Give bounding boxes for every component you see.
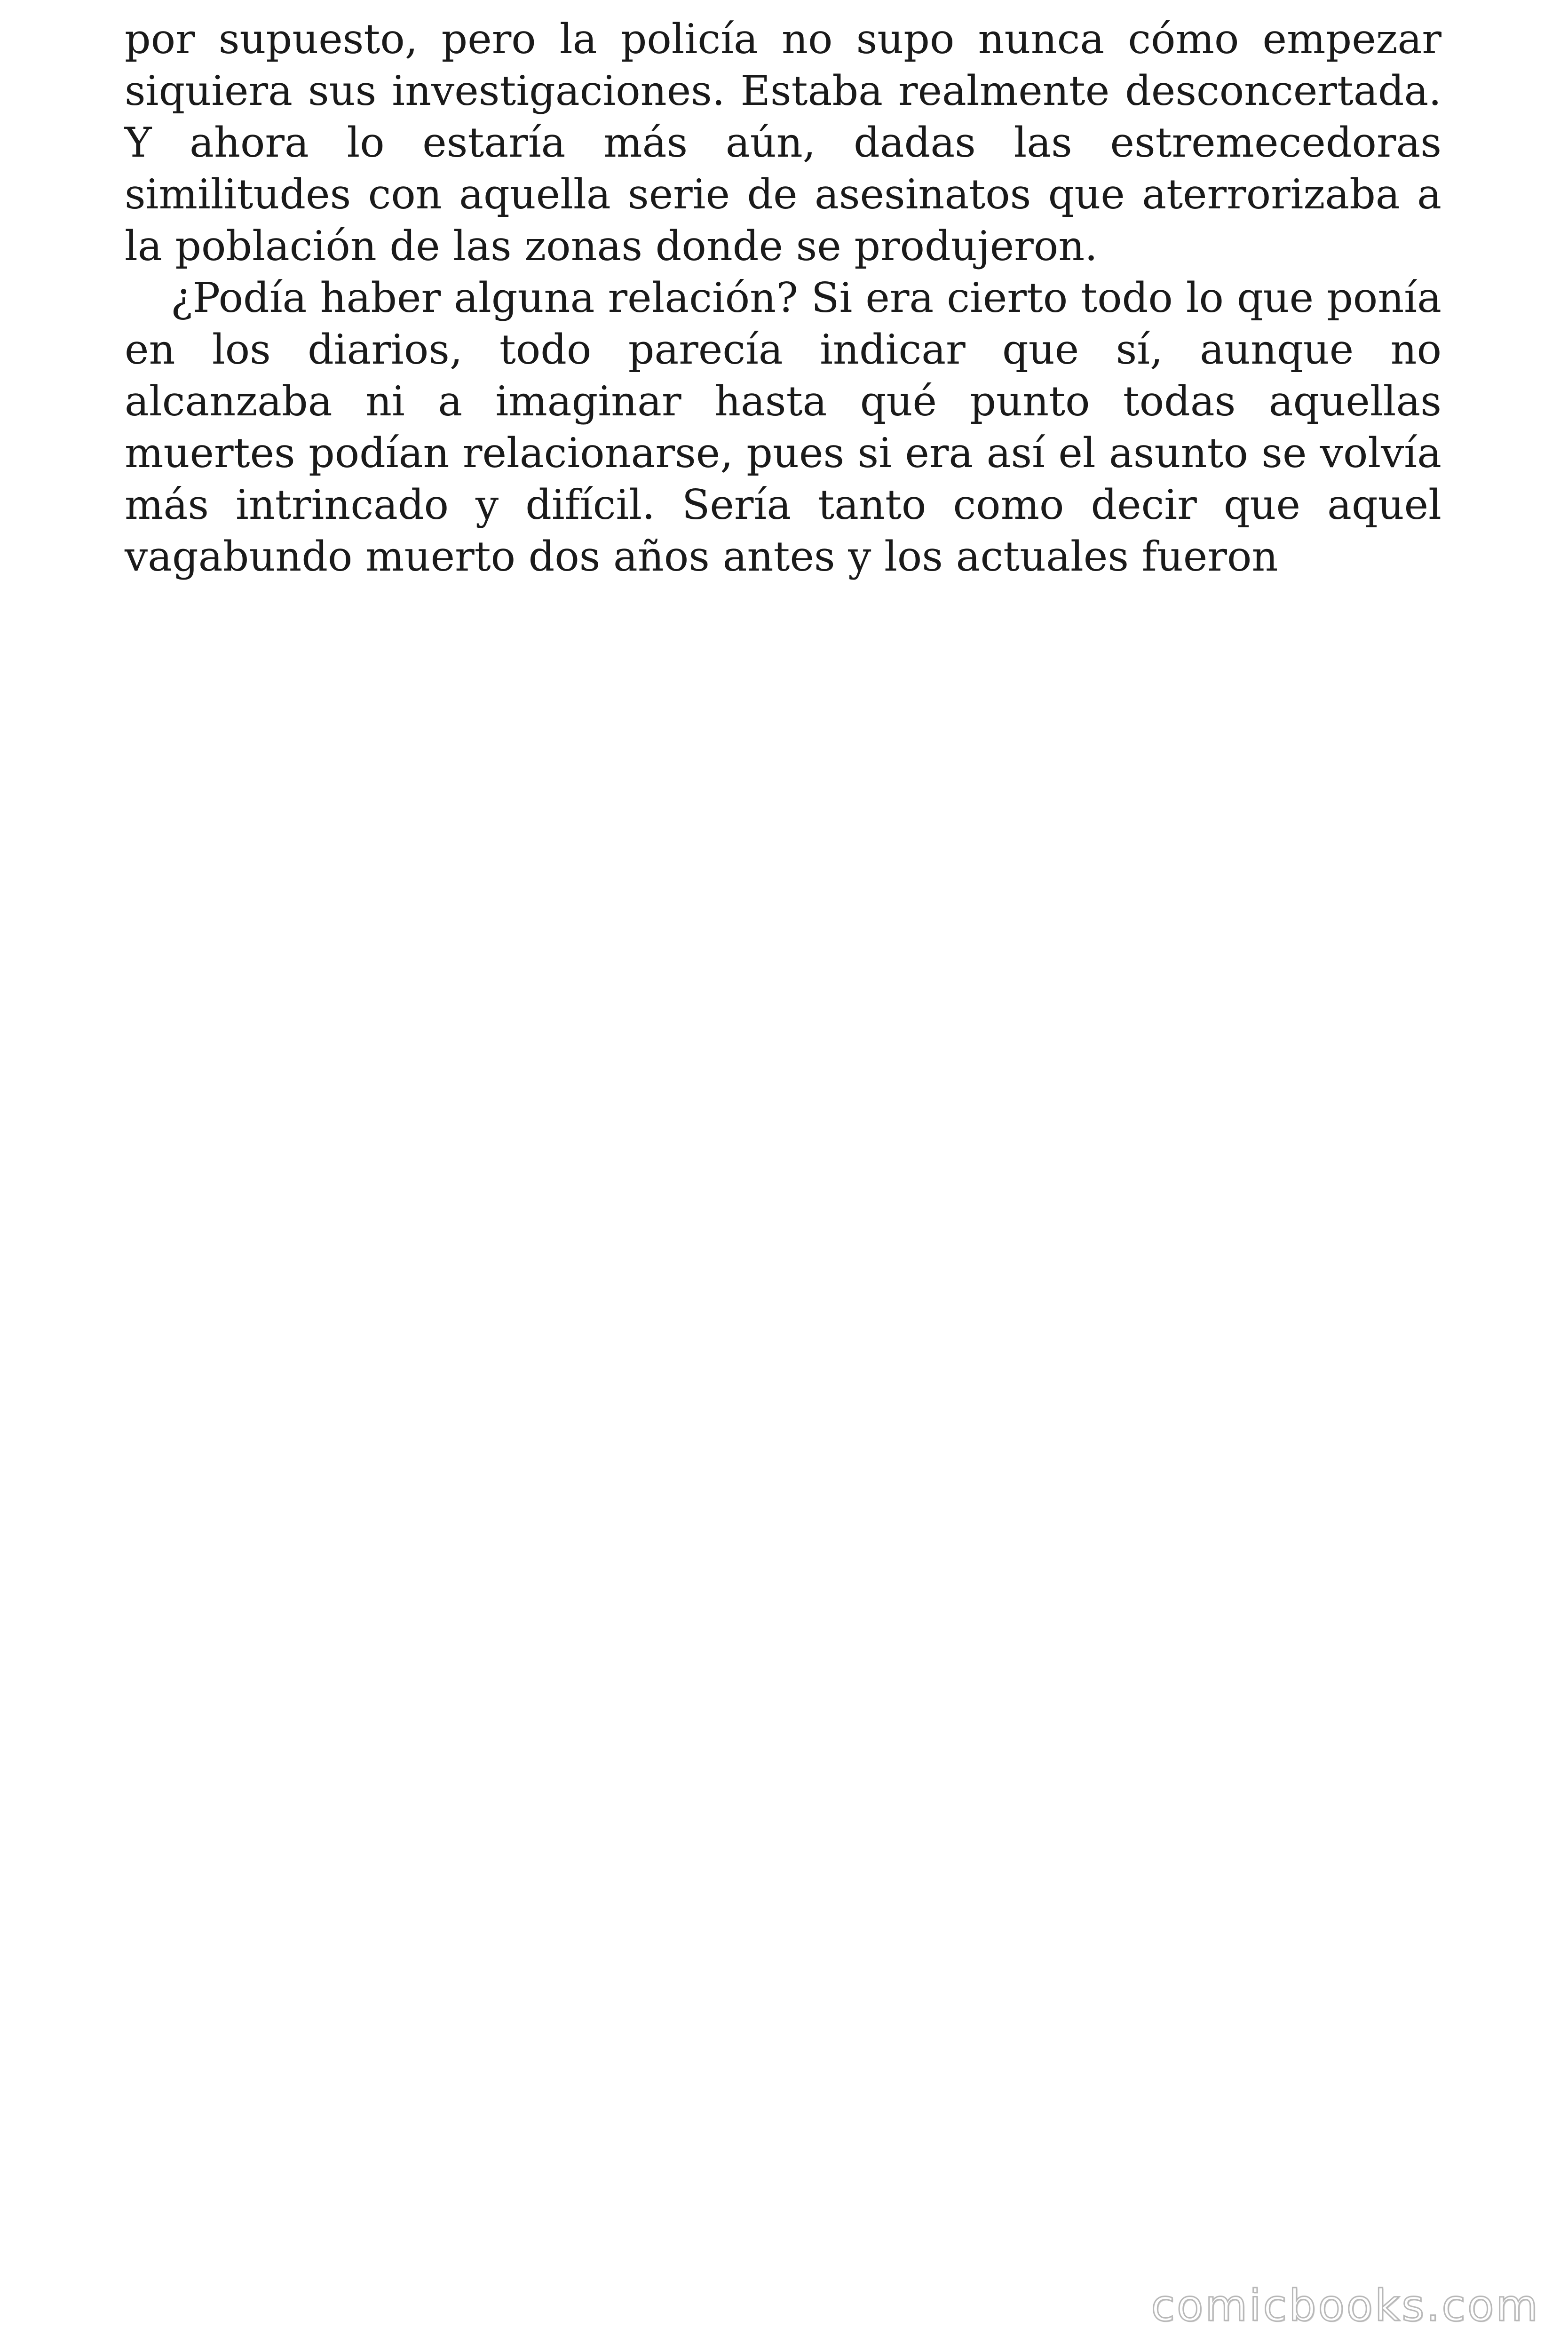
watermark-logo: comicbooks.com [1151,2280,1540,2331]
paragraph-1: por supuesto, pero la policía no supo nunca cómo empezar siquiera sus investigaciones. Estaba realmente desconcertada. Y ahora lo estaría más aún, dadas las estremecedoras similitudes con aquella serie de asesinatos que aterrorizaba a la población de las zonas donde se produjeron. [125,15,1441,270]
body-text [125,13,1441,582]
paragraph-2: ¿Podía haber alguna relación? Si era cierto todo lo que ponía en los diarios, todo parecía indicar que sí, aunque no alcanzaba ni a imaginar hasta qué punto todas aquellas muertes podían relacionarse, pues si era así el asunto se volvía más intrincado y difícil. Sería tanto como decir que aquel vagabundo muerto dos años antes y los actuales fueron [125,274,1441,580]
